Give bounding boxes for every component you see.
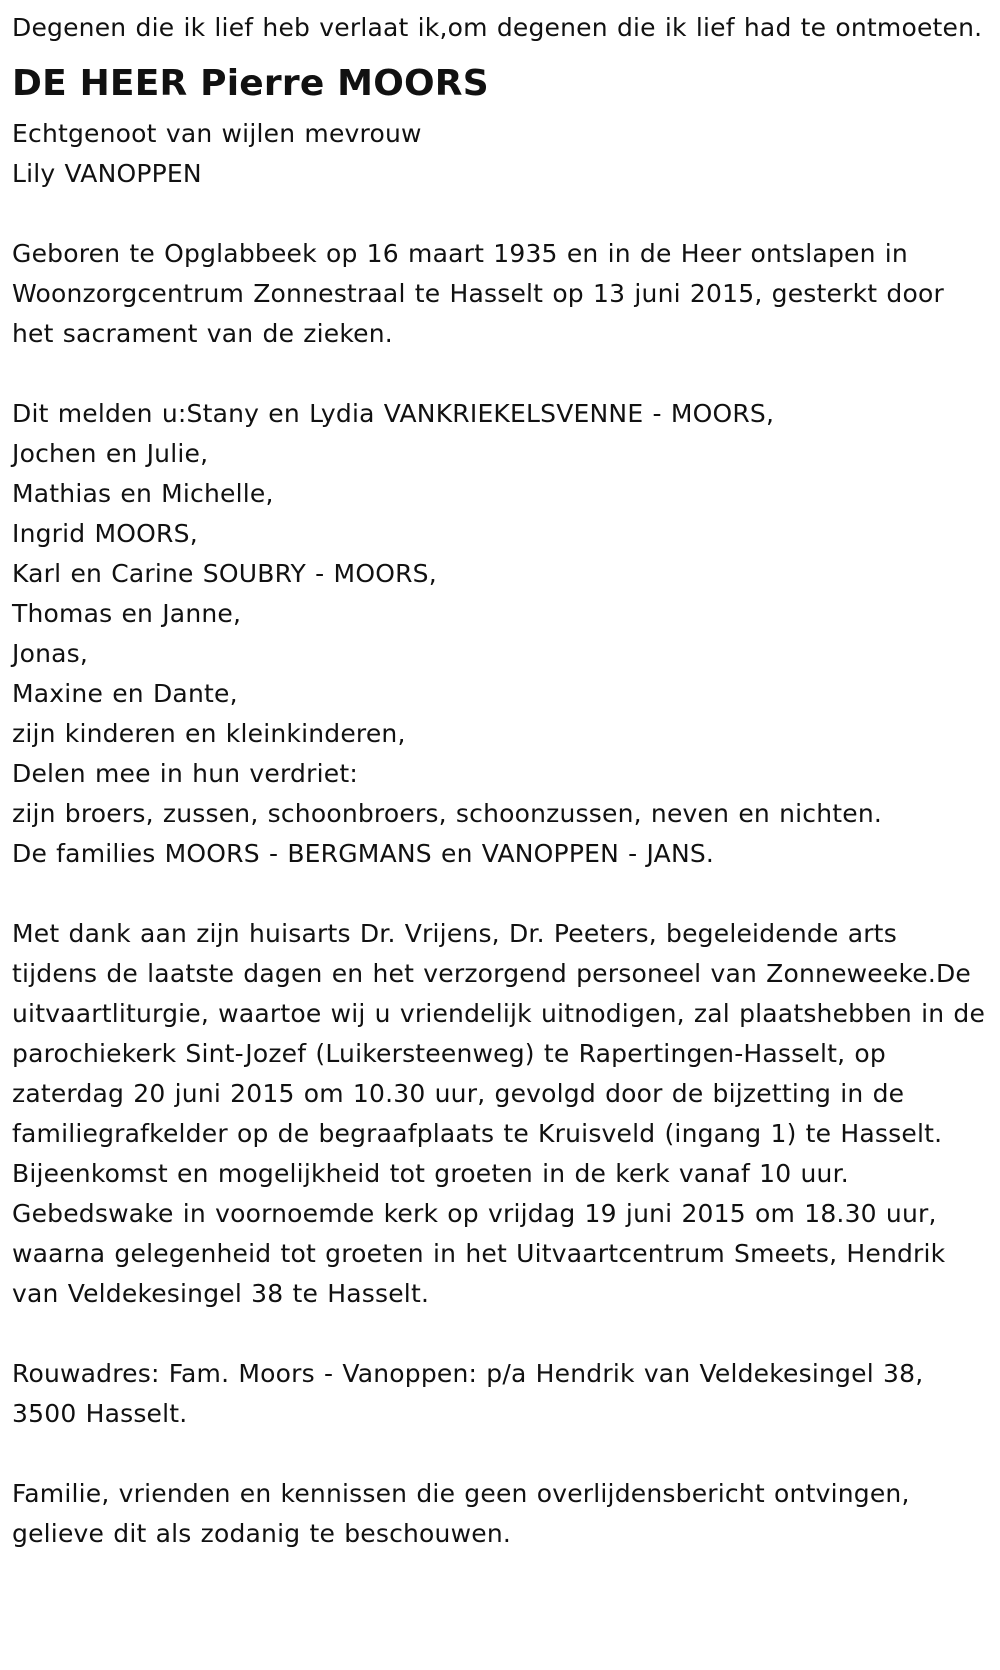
mourning-address: Rouwadres: Fam. Moors - Vanoppen: p/a Hendrik van Veldekesingel 38, 3500 Hasselt. — [12, 1359, 924, 1428]
wake-text: Gebedswake in voornoemde kerk op vrijdag 19 juni 2015 om 18.30 uur, waarna gelegenheid tot groeten in het Uitvaartcentrum Smeets, Hendrik van Veldekesingel 38 te Hasselt. — [12, 1199, 946, 1308]
family-list — [12, 394, 988, 874]
spacer — [12, 354, 988, 394]
spacer — [12, 1434, 988, 1474]
family-line: zijn broers, zussen, schoonbroers, schoonzussen, neven en nichten. — [12, 799, 883, 828]
deceased-name: DE HEER Pierre MOORS — [12, 63, 489, 104]
spouse-block — [12, 114, 988, 194]
spacer — [12, 874, 988, 914]
spouse-line: Echtgenoot van wijlen mevrouw — [12, 119, 422, 148]
family-line: Jochen en Julie, — [12, 439, 209, 468]
family-line: Jonas, — [12, 639, 89, 668]
motto-text: Degenen die ik lief heb verlaat ik,om degenen die ik lief had te ontmoeten. — [12, 13, 983, 42]
gathering-text: Bijeenkomst en mogelijkheid tot groeten in de kerk vanaf 10 uur. — [12, 1159, 849, 1188]
family-line: Maxine en Dante, — [12, 679, 238, 708]
closing-note: Familie, vrienden en kennissen die geen overlijdensbericht ontvingen, gelieve dit als zodanig te beschouwen. — [12, 1479, 910, 1548]
spouse-line: Lily VANOPPEN — [12, 159, 202, 188]
family-line: zijn kinderen en kleinkinderen, — [12, 719, 406, 748]
family-line: De families MOORS - BERGMANS en VANOPPEN - JANS. — [12, 839, 715, 868]
family-line: Mathias en Michelle, — [12, 479, 274, 508]
family-line: Delen mee in hun verdriet: — [12, 759, 358, 788]
family-line: Dit melden u:Stany en Lydia VANKRIEKELSVENNE - MOORS, — [12, 399, 775, 428]
thanks-and-funeral-text: Met dank aan zijn huisarts Dr. Vrijens, Dr. Peeters, begeleidende arts tijdens de laatste dagen en het verzorgend personeel van Zonneweeke.De uitvaartliturgie, waartoe wij u vriendelijk uitnodigen, zal plaatshebben in de parochiekerk Sint-Jozef (Luikersteenweg) te Rapertingen-Hasselt, op zaterdag 20 juni 2015 om 10.30 uur, gevolgd door de bijzetting in de familiegrafkelder op de begraafplaats te Kruisveld (ingang 1) te Hasselt. — [12, 919, 986, 1148]
family-line: Ingrid MOORS, — [12, 519, 198, 548]
family-line: Karl en Carine SOUBRY - MOORS, — [12, 559, 437, 588]
spacer — [12, 1314, 988, 1354]
family-line: Thomas en Janne, — [12, 599, 242, 628]
birth-death-text: Geboren te Opglabbeek op 16 maart 1935 en in de Heer ontslapen in Woonzorgcentrum Zonnestraal te Hasselt op 13 juni 2015, gesterkt door het sacrament van de zieken. — [12, 239, 944, 348]
spacer — [12, 194, 988, 234]
